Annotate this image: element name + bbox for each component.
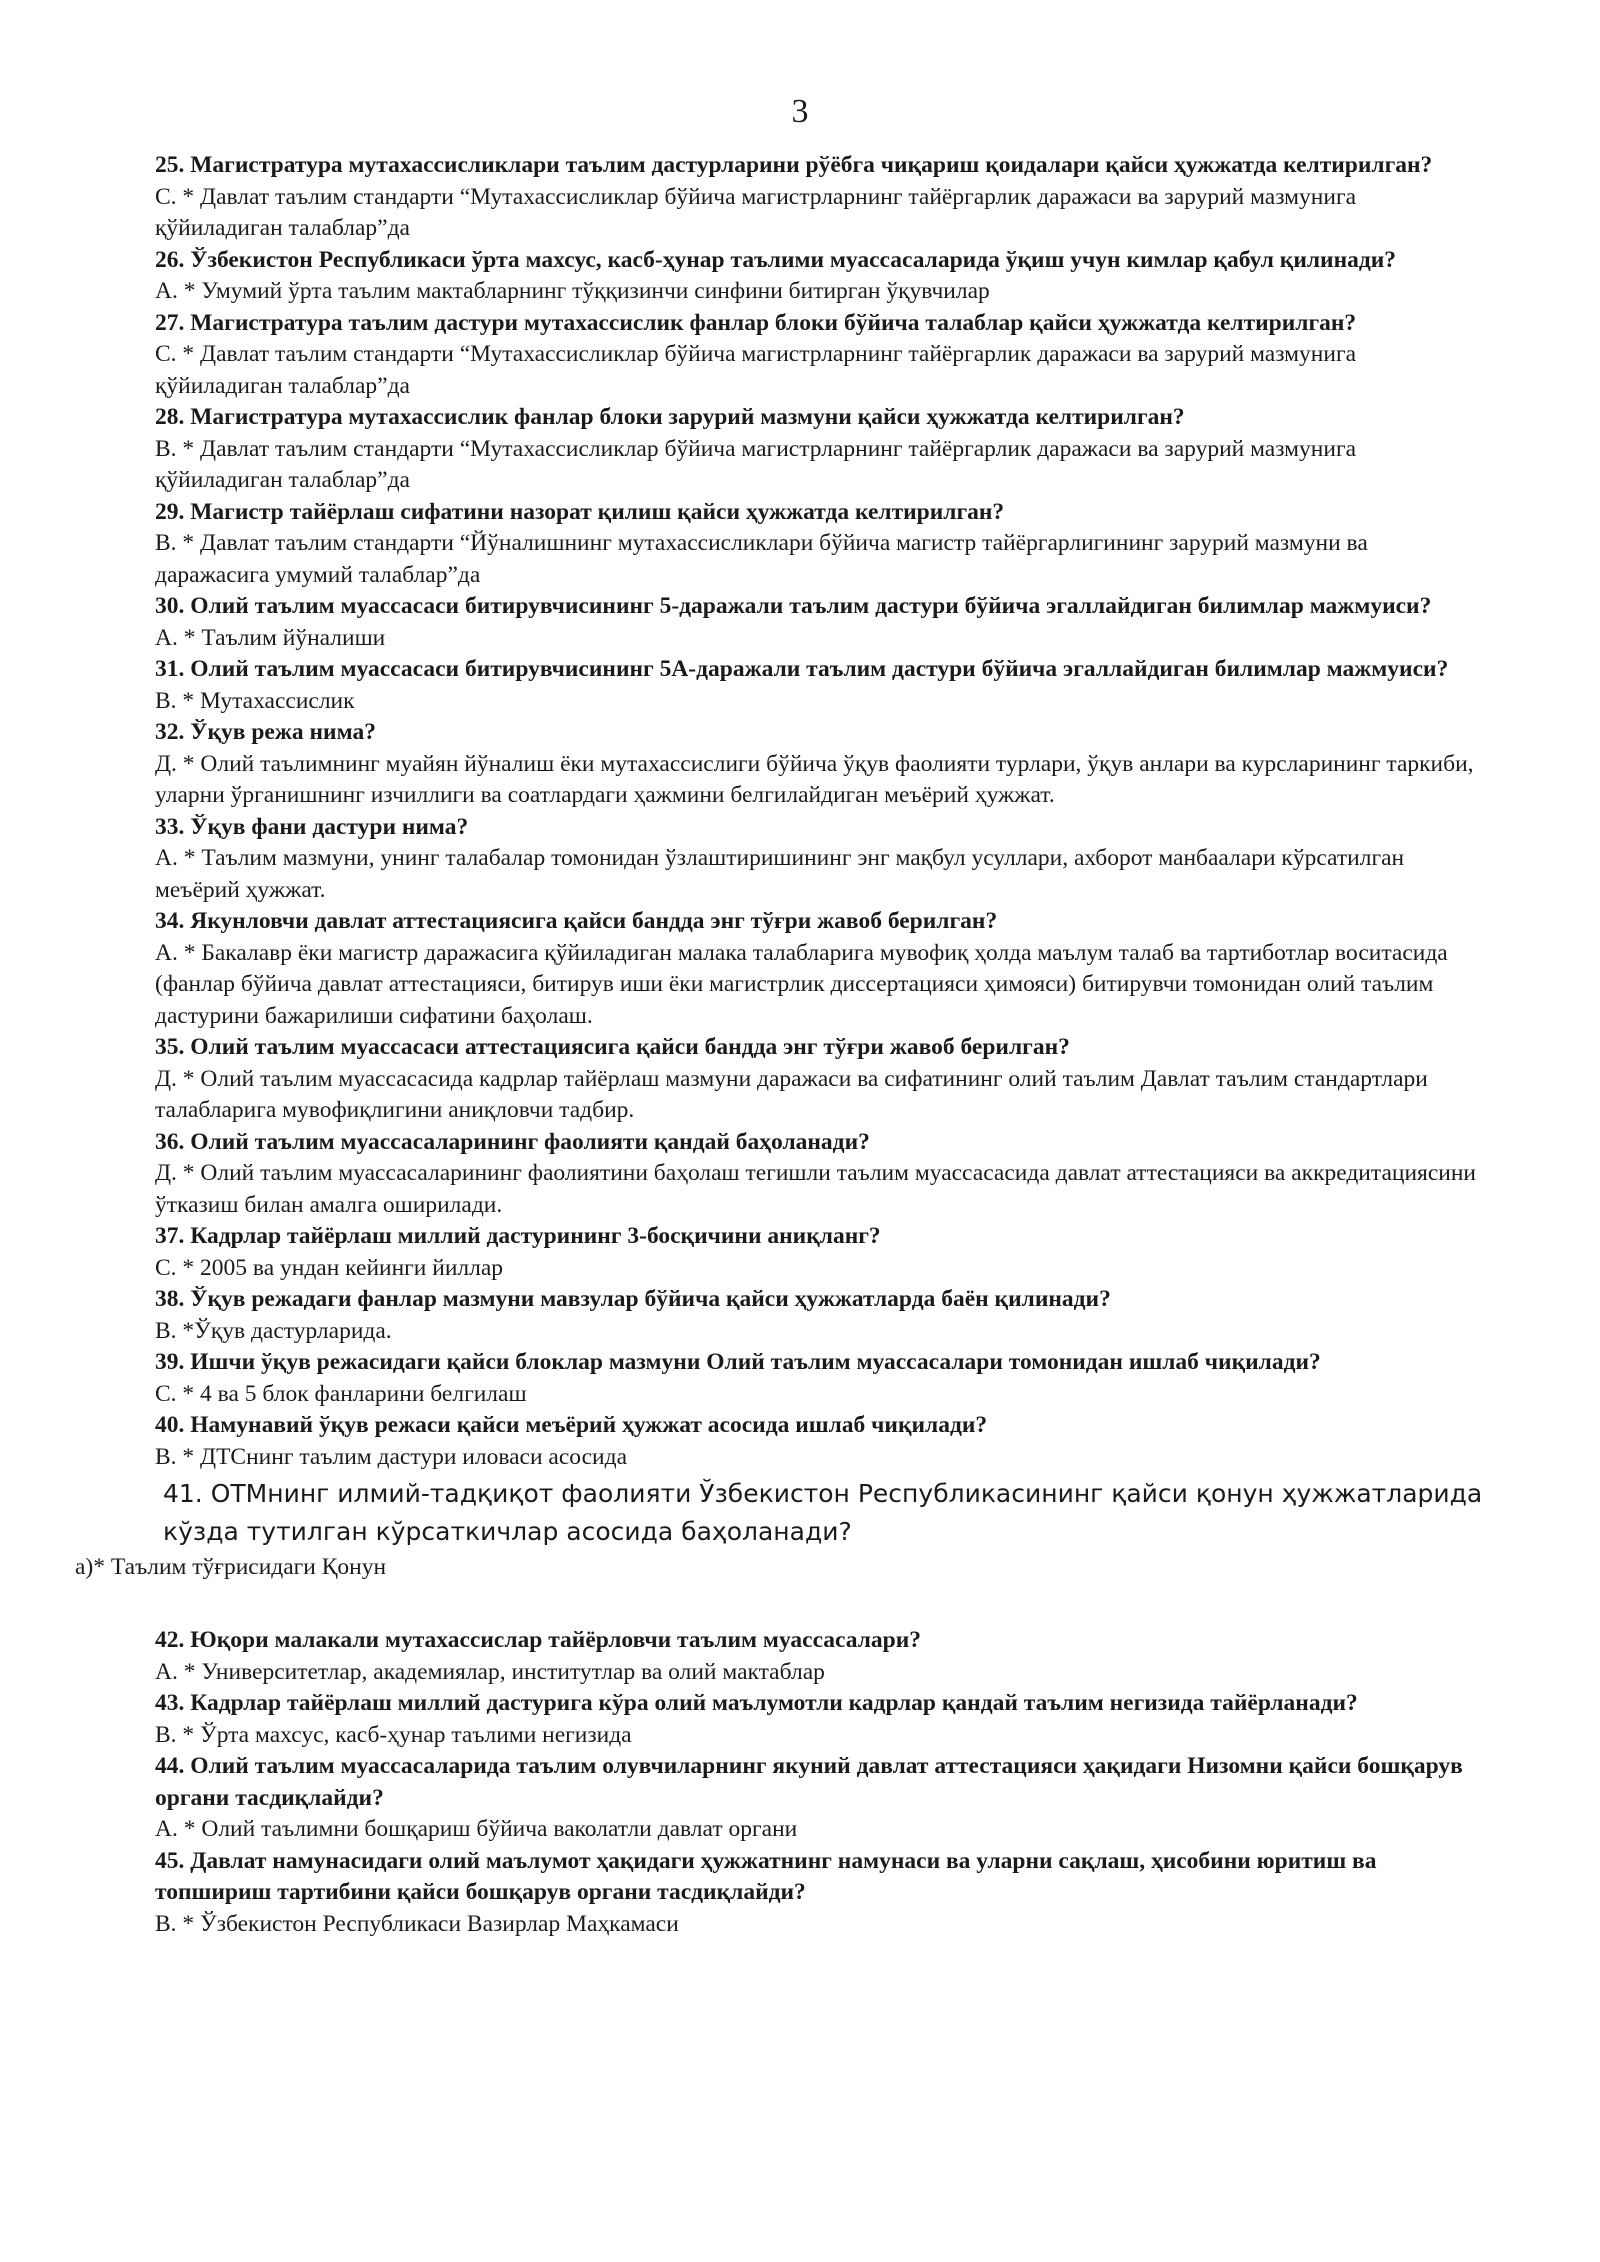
answer: C. * 2005 ва ундан кейинги йиллар	[155, 1254, 504, 1281]
qa-block-30	[155, 591, 1485, 654]
answer: B. * Ўрта махсус, касб-ҳунар таълими негизида	[155, 1721, 632, 1748]
question: 31. Олий таълим муассасаси битирувчисининг 5А-даражали таълим дастури бўйича эгаллайдиган билимлар мажмуиси?	[155, 656, 1449, 682]
question: 40. Намунавий ўқув режаси қайси меъёрий ҳужжат асосида ишлаб чиқилади?	[155, 1412, 988, 1438]
qa-block-39	[155, 1347, 1485, 1410]
qa-block-35	[155, 1032, 1485, 1127]
question: 35. Олий таълим муассасаси аттестациясига қайси бандда энг тўғри жавоб берилган?	[155, 1034, 1070, 1060]
question-list	[75, 150, 1485, 1940]
question: 39. Ишчи ўқув режасидаги қайси блоклар мазмуни Олий таълим муассасалари томонидан ишлаб чиқилади?	[155, 1349, 1321, 1375]
answer: A. * Таълим мазмуни, унинг талабалар томонидан ўзлаштиришининг энг мақбул усуллари, ахборот манбаалари кўрсатилган меъёрий ҳужжат.	[155, 845, 1405, 903]
qa-block-33	[155, 812, 1485, 907]
question: 41. ОТМнинг илмий-тадқиқот фаолияти Ўзбекистон Республикасининг қайси қонун ҳужжатларида кўзда тутилган кўрсаткичлар асосида баҳоланади?	[163, 1479, 1483, 1546]
question: 27. Магистратура таълим дастури мутахассислик фанлар блоки бўйича талаблар қайси ҳужжатда келтирилган?	[155, 309, 1357, 336]
answer: B. * Ўзбекистон Республикаси Вазирлар Маҳкамаси	[155, 1910, 679, 1937]
qa-block-36	[155, 1127, 1485, 1222]
spacer	[155, 1583, 1485, 1625]
qa-block-26	[155, 245, 1485, 308]
answer: Д. * Олий таълим муассасасида кадрлар тайёрлаш мазмуни даражаси ва сифатининг олий таълим Давлат таълим стандартлари талабларига мувофиқлигини аниқловчи тадбир.	[155, 1065, 1428, 1123]
qa-block-27	[155, 308, 1485, 403]
question: 30. Олий таълим муассасаси битирувчисининг 5-даражали таълим дастури бўйича эгаллайдиган билимлар мажмуиси?	[155, 593, 1432, 619]
answer: A. * Университетлар, академиялар, институтлар ва олий мактаблар	[155, 1658, 825, 1685]
answer: A. * Бакалавр ёки магистр даражасига қўйиладиган малака талабларига мувофиқ ҳолда маълум талаб ва тартиботлар воситасида (фанлар бўйича давлат аттестацияси, битирув иши ёки магистрлик диссертацияси ҳимояси) битирувчи томонидан олий таълим дастурини бажарилиши сифатини баҳолаш.	[155, 939, 1448, 1029]
qa-block-40	[155, 1410, 1485, 1473]
question: 42. Юқори малакали мутахассислар тайёрловчи таълим муассасалари?	[155, 1627, 921, 1653]
qa-block-25	[155, 150, 1485, 245]
qa-block-37	[155, 1221, 1485, 1284]
qa-block-34	[155, 906, 1485, 1032]
qa-block-29	[155, 497, 1485, 592]
answer: а)* Таълим тўғрисидаги Қонун	[75, 1554, 387, 1580]
question: 29. Магистр тайёрлаш сифатини назорат қилиш қайси ҳужжатда келтирилган?	[155, 498, 1005, 525]
answer: Д. * Олий таълимнинг муайян йўналиш ёки мутахассислиги бўйича ўқув фаолияти турлари, ўқув анлари ва курсларининг таркиби, уларни ўрганишнинг изчиллиги ва соатлардаги ҳажмини белгилайдиган меъёрий ҳужжат.	[155, 750, 1474, 808]
qa-block-42	[155, 1625, 1485, 1688]
question: 45. Давлат намунасидаги олий маълумот ҳақидаги ҳужжатнинг намунаси ва уларни сақлаш, ҳисобини юритиш ва топшириш тартибини қайси бошқарув органи тасдиқлайди?	[155, 1847, 1377, 1905]
answer: A. * Умумий ўрта таълим мактабларнинг тўққизинчи синфини битирган ўқувчилар	[155, 278, 990, 304]
question: 36. Олий таълим муассасаларининг фаолияти қандай баҳоланади?	[155, 1128, 870, 1155]
question: 44. Олий таълим муассасаларида таълим олувчиларнинг якуний давлат аттестацияси ҳақидаги Низомни қайси бошқарув органи тасдиқлайди?	[155, 1753, 1463, 1811]
answer: C. * Давлат таълим стандарти “Мутахассисликлар бўйича магистрларнинг тайёргарлик даражаси ва зарурий мазмунига қўйиладиган талаблар”да	[155, 183, 1357, 241]
answer: C. * Давлат таълим стандарти “Мутахассисликлар бўйича магистрларнинг тайёргарлик даражаси ва зарурий мазмунига қўйиладиган талаблар”да	[155, 341, 1357, 399]
question: 33. Ўқув фани дастури нима?	[155, 813, 469, 840]
answer: A. * Таълим йўналиши	[155, 624, 386, 651]
answer: B. *Ўқув дастурларида.	[155, 1317, 392, 1344]
question: 32. Ўқув режа нима?	[155, 719, 376, 745]
page-number: 3	[791, 93, 809, 130]
qa-block-28	[155, 402, 1485, 497]
answer: B. * Давлат таълим стандарти “Йўналишнинг мутахассисликлари бўйича магистр тайёргарлигининг зарурий мазмуни ва даражасига умумий талаблар”да	[155, 530, 1368, 588]
qa-block-32	[155, 717, 1485, 812]
question: 25. Магистратура мутахассисликлари таълим дастурларини рўёбга чиқариш қоидалари қайси ҳужжатда келтирилган?	[155, 152, 1433, 178]
qa-block-31	[155, 654, 1485, 717]
answer: Д. * Олий таълим муассасаларининг фаолиятини баҳолаш тегишли таълим муассасасида давлат аттестацияси ва аккредитациясини ўтказиш билан амалга оширилади.	[155, 1160, 1476, 1218]
question: 37. Кадрлар тайёрлаш миллий дастурининг 3-босқичини аниқланг?	[155, 1223, 881, 1249]
answer: B. * ДТСнинг таълим дастури иловаси асосида	[155, 1443, 628, 1470]
question: 28. Магистратура мутахассислик фанлар блоки зарурий мазмуни қайси ҳужжатда келтирилган?	[155, 404, 1185, 430]
qa-block-38	[155, 1284, 1485, 1347]
qa-block-41	[75, 1475, 1485, 1583]
answer: C. * 4 ва 5 блок фанларини белгилаш	[155, 1380, 527, 1407]
qa-block-44	[155, 1751, 1485, 1846]
question: 34. Якунловчи давлат аттестациясига қайси бандда энг тўғри жавоб берилган?	[155, 908, 998, 934]
question: 26. Ўзбекистон Республикаси ўрта махсус, касб-ҳунар таълими муассасаларида ўқиш учун кимлар қабул қилинади?	[155, 246, 1397, 273]
question: 43. Кадрлар тайёрлаш миллий дастурига кўра олий маълумотли кадрлар қандай таълим негизида тайёрланади?	[155, 1690, 1358, 1716]
qa-block-45	[155, 1846, 1485, 1941]
question: 38. Ўқув режадаги фанлар мазмуни мавзулар бўйича қайси ҳужжатларда баён қилинади?	[155, 1286, 1111, 1312]
answer: A. * Олий таълимни бошқариш бўйича ваколатли давлат органи	[155, 1816, 798, 1842]
answer: B. * Мутахассислик	[155, 687, 355, 714]
qa-block-43	[155, 1688, 1485, 1751]
answer: B. * Давлат таълим стандарти “Мутахассисликлар бўйича магистрларнинг тайёргарлик даражаси ва зарурий мазмунига қўйиладиган талаблар”да	[155, 435, 1357, 493]
